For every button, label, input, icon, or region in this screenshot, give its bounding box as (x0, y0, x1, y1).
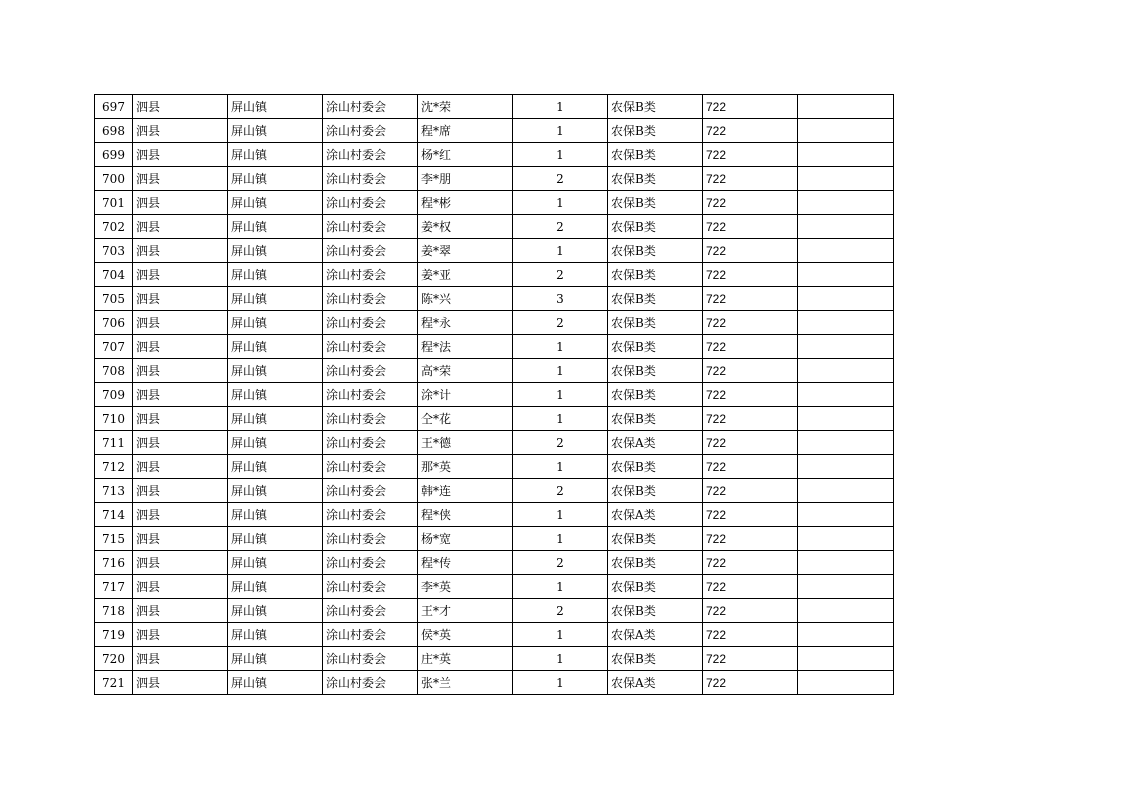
cell-household-count: 1 (513, 239, 608, 263)
cell-serial-number: 714 (95, 503, 133, 527)
cell-insurance-type: 农保B类 (608, 95, 703, 119)
cell-amount: 722 (703, 95, 798, 119)
cell-county: 泗县 (133, 431, 228, 455)
roster-body (95, 95, 894, 695)
cell-insurance-type: 农保B类 (608, 143, 703, 167)
table-row (95, 431, 894, 455)
table-row (95, 455, 894, 479)
cell-town: 屏山镇 (228, 575, 323, 599)
cell-amount: 722 (703, 335, 798, 359)
cell-town: 屏山镇 (228, 359, 323, 383)
table-row (95, 167, 894, 191)
cell-county: 泗县 (133, 287, 228, 311)
cell-serial-number: 720 (95, 647, 133, 671)
cell-person-name: 王*才 (418, 599, 513, 623)
table-row (95, 671, 894, 695)
cell-county: 泗县 (133, 551, 228, 575)
cell-household-count: 1 (513, 455, 608, 479)
cell-serial-number: 707 (95, 335, 133, 359)
cell-serial-number: 721 (95, 671, 133, 695)
cell-amount: 722 (703, 263, 798, 287)
table-row (95, 143, 894, 167)
cell-serial-number: 700 (95, 167, 133, 191)
cell-remark (798, 671, 894, 695)
cell-person-name: 高*荣 (418, 359, 513, 383)
cell-insurance-type: 农保B类 (608, 359, 703, 383)
cell-village-committee: 涂山村委会 (323, 95, 418, 119)
cell-serial-number: 708 (95, 359, 133, 383)
cell-household-count: 2 (513, 263, 608, 287)
cell-county: 泗县 (133, 191, 228, 215)
cell-serial-number: 713 (95, 479, 133, 503)
cell-county: 泗县 (133, 527, 228, 551)
cell-village-committee: 涂山村委会 (323, 599, 418, 623)
cell-village-committee: 涂山村委会 (323, 647, 418, 671)
cell-household-count: 1 (513, 335, 608, 359)
cell-amount: 722 (703, 623, 798, 647)
cell-county: 泗县 (133, 311, 228, 335)
cell-insurance-type: 农保B类 (608, 599, 703, 623)
cell-remark (798, 527, 894, 551)
cell-serial-number: 705 (95, 287, 133, 311)
table-row (95, 383, 894, 407)
cell-person-name: 涂*计 (418, 383, 513, 407)
cell-person-name: 韩*连 (418, 479, 513, 503)
cell-town: 屏山镇 (228, 647, 323, 671)
cell-amount: 722 (703, 551, 798, 575)
cell-household-count: 1 (513, 383, 608, 407)
cell-insurance-type: 农保B类 (608, 167, 703, 191)
table-row (95, 119, 894, 143)
cell-person-name: 姜*权 (418, 215, 513, 239)
cell-person-name: 沈*荣 (418, 95, 513, 119)
cell-person-name: 程*永 (418, 311, 513, 335)
cell-village-committee: 涂山村委会 (323, 263, 418, 287)
cell-town: 屏山镇 (228, 143, 323, 167)
cell-amount: 722 (703, 671, 798, 695)
cell-insurance-type: 农保B类 (608, 551, 703, 575)
cell-amount: 722 (703, 575, 798, 599)
cell-amount: 722 (703, 647, 798, 671)
cell-person-name: 程*侠 (418, 503, 513, 527)
cell-remark (798, 575, 894, 599)
cell-town: 屏山镇 (228, 119, 323, 143)
cell-remark (798, 455, 894, 479)
cell-village-committee: 涂山村委会 (323, 527, 418, 551)
cell-town: 屏山镇 (228, 335, 323, 359)
cell-town: 屏山镇 (228, 311, 323, 335)
cell-village-committee: 涂山村委会 (323, 359, 418, 383)
cell-serial-number: 710 (95, 407, 133, 431)
cell-household-count: 3 (513, 287, 608, 311)
cell-amount: 722 (703, 407, 798, 431)
cell-amount: 722 (703, 143, 798, 167)
cell-remark (798, 407, 894, 431)
cell-serial-number: 716 (95, 551, 133, 575)
cell-village-committee: 涂山村委会 (323, 671, 418, 695)
cell-person-name: 李*英 (418, 575, 513, 599)
cell-household-count: 1 (513, 407, 608, 431)
table-row (95, 407, 894, 431)
cell-village-committee: 涂山村委会 (323, 455, 418, 479)
cell-amount: 722 (703, 167, 798, 191)
cell-village-committee: 涂山村委会 (323, 551, 418, 575)
cell-town: 屏山镇 (228, 263, 323, 287)
cell-remark (798, 143, 894, 167)
cell-amount: 722 (703, 431, 798, 455)
cell-person-name: 庄*英 (418, 647, 513, 671)
cell-serial-number: 701 (95, 191, 133, 215)
table-row (95, 263, 894, 287)
cell-town: 屏山镇 (228, 407, 323, 431)
cell-household-count: 1 (513, 143, 608, 167)
cell-town: 屏山镇 (228, 551, 323, 575)
cell-serial-number: 699 (95, 143, 133, 167)
cell-village-committee: 涂山村委会 (323, 503, 418, 527)
cell-serial-number: 709 (95, 383, 133, 407)
table-row (95, 623, 894, 647)
cell-amount: 722 (703, 503, 798, 527)
cell-village-committee: 涂山村委会 (323, 383, 418, 407)
cell-town: 屏山镇 (228, 239, 323, 263)
table-row (95, 359, 894, 383)
cell-village-committee: 涂山村委会 (323, 191, 418, 215)
cell-village-committee: 涂山村委会 (323, 623, 418, 647)
cell-town: 屏山镇 (228, 287, 323, 311)
cell-household-count: 2 (513, 215, 608, 239)
cell-insurance-type: 农保A类 (608, 503, 703, 527)
cell-county: 泗县 (133, 359, 228, 383)
cell-village-committee: 涂山村委会 (323, 335, 418, 359)
cell-amount: 722 (703, 239, 798, 263)
cell-serial-number: 704 (95, 263, 133, 287)
cell-remark (798, 191, 894, 215)
cell-insurance-type: 农保B类 (608, 311, 703, 335)
cell-village-committee: 涂山村委会 (323, 143, 418, 167)
cell-town: 屏山镇 (228, 455, 323, 479)
table-row (95, 647, 894, 671)
cell-serial-number: 712 (95, 455, 133, 479)
cell-household-count: 2 (513, 431, 608, 455)
cell-county: 泗县 (133, 95, 228, 119)
cell-serial-number: 717 (95, 575, 133, 599)
cell-remark (798, 287, 894, 311)
cell-town: 屏山镇 (228, 215, 323, 239)
cell-person-name: 程*席 (418, 119, 513, 143)
cell-household-count: 2 (513, 311, 608, 335)
cell-insurance-type: 农保B类 (608, 215, 703, 239)
cell-amount: 722 (703, 215, 798, 239)
cell-insurance-type: 农保A类 (608, 671, 703, 695)
cell-county: 泗县 (133, 455, 228, 479)
cell-person-name: 那*英 (418, 455, 513, 479)
table-row (95, 335, 894, 359)
cell-county: 泗县 (133, 647, 228, 671)
table-row (95, 95, 894, 119)
cell-village-committee: 涂山村委会 (323, 431, 418, 455)
cell-person-name: 侯*英 (418, 623, 513, 647)
cell-household-count: 2 (513, 479, 608, 503)
table-row (95, 239, 894, 263)
table-row (95, 191, 894, 215)
cell-person-name: 姜*亚 (418, 263, 513, 287)
cell-insurance-type: 农保B类 (608, 407, 703, 431)
table-row (95, 479, 894, 503)
cell-household-count: 1 (513, 671, 608, 695)
cell-serial-number: 715 (95, 527, 133, 551)
cell-remark (798, 431, 894, 455)
cell-county: 泗县 (133, 671, 228, 695)
cell-village-committee: 涂山村委会 (323, 215, 418, 239)
cell-person-name: 杨*红 (418, 143, 513, 167)
cell-remark (798, 239, 894, 263)
cell-town: 屏山镇 (228, 431, 323, 455)
cell-person-name: 杨*宽 (418, 527, 513, 551)
cell-insurance-type: 农保B类 (608, 335, 703, 359)
cell-household-count: 1 (513, 95, 608, 119)
cell-household-count: 1 (513, 503, 608, 527)
cell-serial-number: 718 (95, 599, 133, 623)
cell-insurance-type: 农保B类 (608, 647, 703, 671)
cell-village-committee: 涂山村委会 (323, 407, 418, 431)
cell-county: 泗县 (133, 575, 228, 599)
cell-county: 泗县 (133, 263, 228, 287)
cell-serial-number: 697 (95, 95, 133, 119)
cell-insurance-type: 农保A类 (608, 431, 703, 455)
cell-household-count: 1 (513, 119, 608, 143)
table-row (95, 287, 894, 311)
cell-remark (798, 623, 894, 647)
cell-remark (798, 647, 894, 671)
cell-household-count: 2 (513, 599, 608, 623)
cell-household-count: 1 (513, 623, 608, 647)
cell-county: 泗县 (133, 239, 228, 263)
cell-insurance-type: 农保B类 (608, 287, 703, 311)
cell-remark (798, 167, 894, 191)
cell-insurance-type: 农保B类 (608, 455, 703, 479)
cell-town: 屏山镇 (228, 383, 323, 407)
cell-town: 屏山镇 (228, 671, 323, 695)
cell-village-committee: 涂山村委会 (323, 239, 418, 263)
cell-village-committee: 涂山村委会 (323, 479, 418, 503)
cell-insurance-type: 农保B类 (608, 191, 703, 215)
cell-town: 屏山镇 (228, 191, 323, 215)
cell-town: 屏山镇 (228, 95, 323, 119)
cell-village-committee: 涂山村委会 (323, 119, 418, 143)
table-row (95, 503, 894, 527)
cell-county: 泗县 (133, 167, 228, 191)
cell-remark (798, 359, 894, 383)
cell-village-committee: 涂山村委会 (323, 167, 418, 191)
cell-person-name: 程*法 (418, 335, 513, 359)
cell-remark (798, 551, 894, 575)
table-row (95, 527, 894, 551)
cell-village-committee: 涂山村委会 (323, 575, 418, 599)
cell-insurance-type: 农保B类 (608, 383, 703, 407)
cell-county: 泗县 (133, 335, 228, 359)
table-row (95, 215, 894, 239)
cell-person-name: 王*德 (418, 431, 513, 455)
cell-serial-number: 711 (95, 431, 133, 455)
cell-household-count: 1 (513, 359, 608, 383)
cell-amount: 722 (703, 287, 798, 311)
cell-amount: 722 (703, 191, 798, 215)
table-row (95, 599, 894, 623)
cell-town: 屏山镇 (228, 599, 323, 623)
cell-insurance-type: 农保B类 (608, 479, 703, 503)
table-row (95, 575, 894, 599)
cell-serial-number: 706 (95, 311, 133, 335)
cell-serial-number: 703 (95, 239, 133, 263)
cell-amount: 722 (703, 119, 798, 143)
cell-remark (798, 95, 894, 119)
cell-county: 泗县 (133, 479, 228, 503)
cell-insurance-type: 农保B类 (608, 263, 703, 287)
table-row (95, 311, 894, 335)
cell-remark (798, 263, 894, 287)
cell-amount: 722 (703, 383, 798, 407)
cell-household-count: 2 (513, 167, 608, 191)
cell-amount: 722 (703, 599, 798, 623)
cell-remark (798, 311, 894, 335)
cell-person-name: 程*彬 (418, 191, 513, 215)
cell-remark (798, 479, 894, 503)
cell-town: 屏山镇 (228, 503, 323, 527)
cell-county: 泗县 (133, 623, 228, 647)
cell-household-count: 1 (513, 647, 608, 671)
cell-household-count: 2 (513, 551, 608, 575)
cell-amount: 722 (703, 479, 798, 503)
cell-household-count: 1 (513, 527, 608, 551)
roster-table (94, 94, 894, 695)
cell-town: 屏山镇 (228, 479, 323, 503)
cell-county: 泗县 (133, 215, 228, 239)
cell-remark (798, 383, 894, 407)
cell-person-name: 仝*花 (418, 407, 513, 431)
cell-amount: 722 (703, 455, 798, 479)
cell-county: 泗县 (133, 383, 228, 407)
cell-person-name: 李*朋 (418, 167, 513, 191)
cell-person-name: 陈*兴 (418, 287, 513, 311)
cell-town: 屏山镇 (228, 623, 323, 647)
cell-town: 屏山镇 (228, 167, 323, 191)
cell-remark (798, 335, 894, 359)
cell-county: 泗县 (133, 599, 228, 623)
cell-county: 泗县 (133, 143, 228, 167)
cell-county: 泗县 (133, 407, 228, 431)
cell-serial-number: 698 (95, 119, 133, 143)
cell-remark (798, 599, 894, 623)
cell-person-name: 张*兰 (418, 671, 513, 695)
cell-insurance-type: 农保B类 (608, 239, 703, 263)
cell-household-count: 1 (513, 191, 608, 215)
cell-insurance-type: 农保B类 (608, 527, 703, 551)
cell-remark (798, 503, 894, 527)
cell-amount: 722 (703, 527, 798, 551)
cell-village-committee: 涂山村委会 (323, 287, 418, 311)
cell-county: 泗县 (133, 119, 228, 143)
cell-insurance-type: 农保B类 (608, 575, 703, 599)
cell-town: 屏山镇 (228, 527, 323, 551)
cell-insurance-type: 农保B类 (608, 119, 703, 143)
cell-person-name: 姜*翠 (418, 239, 513, 263)
cell-remark (798, 119, 894, 143)
cell-remark (798, 215, 894, 239)
cell-serial-number: 719 (95, 623, 133, 647)
cell-amount: 722 (703, 359, 798, 383)
cell-insurance-type: 农保A类 (608, 623, 703, 647)
table-row (95, 551, 894, 575)
cell-village-committee: 涂山村委会 (323, 311, 418, 335)
cell-county: 泗县 (133, 503, 228, 527)
cell-serial-number: 702 (95, 215, 133, 239)
cell-household-count: 1 (513, 575, 608, 599)
cell-amount: 722 (703, 311, 798, 335)
cell-person-name: 程*传 (418, 551, 513, 575)
